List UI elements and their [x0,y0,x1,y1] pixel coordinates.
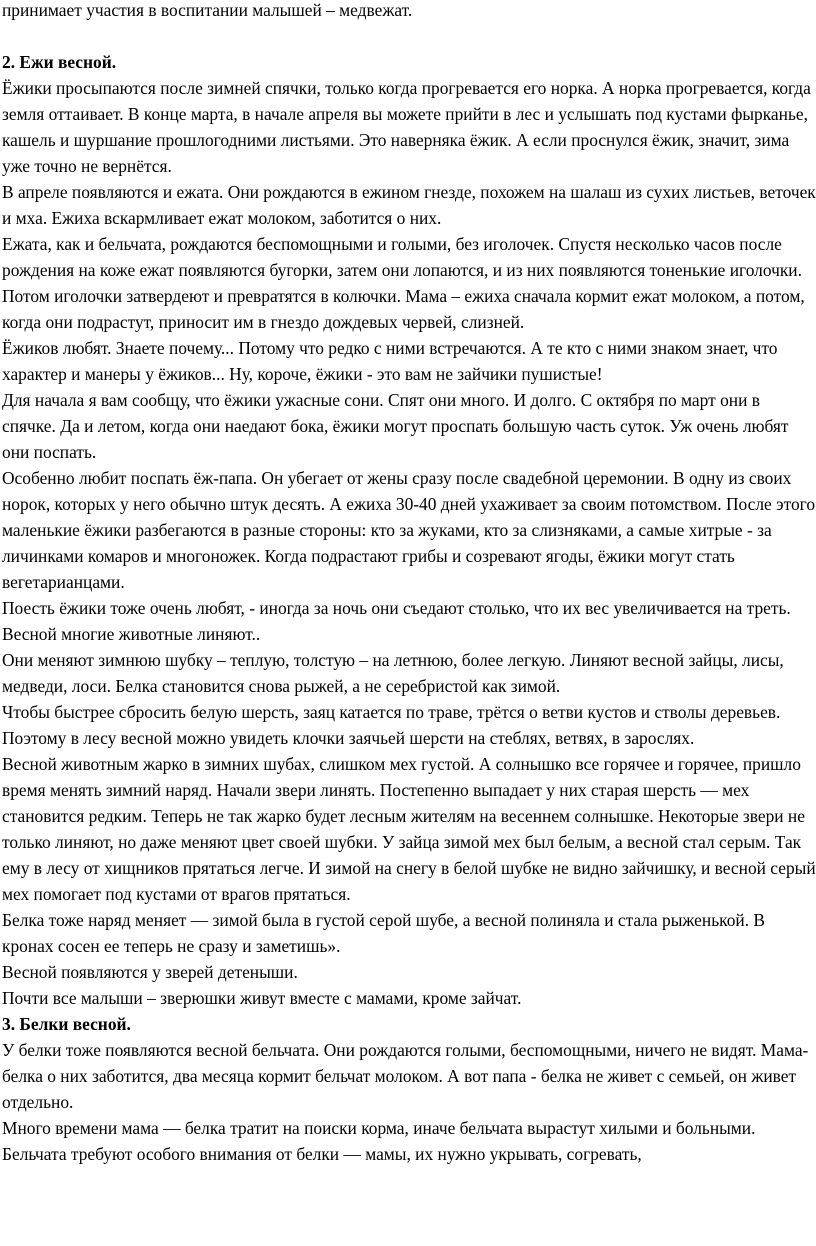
paragraph: Ёжиков любят. Знаете почему... Потому что редко с ними встречаются. А те кто с ними знаком знает, что характер и манеры у ёжиков... Ну, короче, ёжики - это вам не зайчики пушистые! [2,338,778,384]
paragraph: Чтобы быстрее сбросить белую шерсть, заяц катается по траве, трётся о ветви кустов и стволы деревьев. Поэтому в лесу весной можно увидеть клочки заячьей шерсти на стеблях, ветвях, в зарослях. [2,702,781,748]
paragraph: Весной появляются у зверей детеныши. [2,962,298,982]
paragraph: В апреле появляются и ежата. Они рождаются в ежином гнезде, похожем на шалаш из сухих листьев, веточек и мха. Ежиха вскармливает ежат молоком, заботится о них. [2,182,816,228]
paragraph: Весной многие животные линяют.. [2,624,261,644]
paragraph: Поесть ёжики тоже очень любят, - иногда за ночь они съедают столько, что их вес увеличивается на треть. [2,598,791,618]
paragraph: Почти все малыши – зверюшки живут вместе с мамами, кроме зайчат. [2,988,522,1008]
paragraph: Много времени мама — белка тратит на поиски корма, иначе бельчата вырастут хилыми и больными. Бельчата требуют особого внимания от белки — мамы, их нужно укрывать, согревать, [2,1118,756,1164]
blank-line [2,23,816,49]
paragraph: Ёжики просыпаются после зимней спячки, только когда прогревается его норка. А норка прогревается, когда земля оттаивает. В конце марта, в начале апреля вы можете прийти в лес и услышать под кустами фырканье, кашель и шуршание прошлогодними листьями. Это наверняка ёжик. А если проснулся ёжик, значит, зима уже точно не вернётся. [2,78,811,176]
paragraph: Особенно любит поспать ёж-папа. Он убегает от жены сразу после свадебной церемонии. В одну из своих норок, которых у него обычно штук десять. А ежиха 30-40 дней ухаживает за своим потомством. После этого маленькие ёжики разбегаются в разные стороны: кто за жуками, кто за слизняками, а самые хитрые - за личинками комаров и многоножек. Когда подрастают грибы и созревают ягоды, ёжики могут стать вегетарианцами. [2,468,816,592]
paragraph: Белка тоже наряд меняет — зимой была в густой серой шубе, а весной полиняла и стала рыженькой. В кронах сосен ее теперь не сразу и заметишь». [2,910,765,956]
paragraph: Ежата, как и бельчата, рождаются беспомощными и голыми, без иголочек. Спустя несколько часов после рождения на коже ежат появляются бугорки, затем они лопаются, и из них появляются тоненькие иголочки. Потом иголочки затвердеют и превратятся в колючки. Мама – ежиха сначала кормит ежат молоком, а потом, когда они подрастут, приносит им в гнездо дождевых червей, слизней. [2,234,805,332]
paragraph: Весной животным жарко в зимних шубах, слишком мех густой. А солнышко все горячее и горячее, пришло время менять зимний наряд. Начали звери линять. Постепенно выпадает у них старая шерсть — мех становится редким. Теперь не так жарко будет лесным жителям на весеннем солнышке. Некоторые звери не только линяют, но даже меняют цвет своей шубки. У зайца зимой мех был белым, а весной стал серым. Так ему в лесу от хищников прятаться легче. И зимой на снегу в белой шубке не видно зайчишку, и весной серый мех помогает под кустами от врагов прятаться. [2,754,816,904]
paragraph: Они меняют зимнюю шубку – теплую, толстую – на летнюю, более легкую. Линяют весной зайцы, лисы, медведи, лоси. Белка становится снова рыжей, а не серебристой как зимой. [2,650,784,696]
section-heading-hedgehogs: 2. Ежи весной. [2,52,117,72]
paragraph: Для начала я вам сообщу, что ёжики ужасные сони. Спят они много. И долго. С октября по март они в спячке. Да и летом, когда они наедают бока, ёжики могут проспать большую часть суток. Уж очень любят они поспать. [2,390,789,462]
section-heading-squirrels: 3. Белки весной. [2,1014,131,1034]
intro-line: принимает участия в воспитании малышей – медвежат. [2,0,413,20]
paragraph: У белки тоже появляются весной бельчата. Они рождаются голыми, беспомощными, ничего не видят. Мама-белка о них заботится, два месяца кормит бельчат молоком. А вот папа - белка не живет с семьей, он живет отдельно. [2,1040,809,1112]
